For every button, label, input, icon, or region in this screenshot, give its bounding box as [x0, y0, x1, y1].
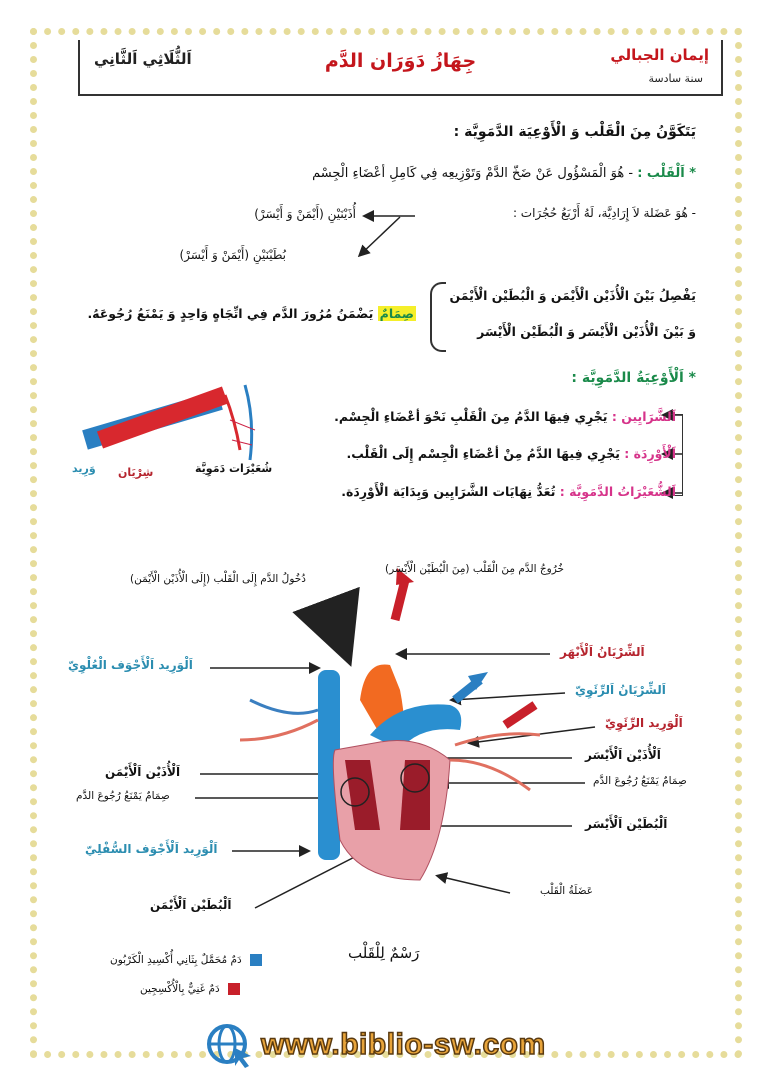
website-url[interactable]: www.biblio-sw.com [261, 1028, 546, 1061]
label-left-ventricle: اَلْبُطَيْن اَلْأَيْسَر [585, 817, 668, 831]
blood-exit-label: خُرُوجُ الدَّم مِنَ الْقَلْب (مِنَ الْبُطَيْن الْأَيْسَر) [385, 563, 564, 575]
label-left-atrium: اَلْأُذَيْن اَلْأَيْسَر [585, 748, 661, 762]
valve-description: يَضْمَنُ مُرُورَ الدَّم فِي اتِّجَاهٍ وَاحِدٍ وَ يَمْنَعُ رُجُوعَهُ. [87, 306, 374, 321]
teacher-name: إيمان الجبالي [610, 46, 709, 64]
globe-cursor-icon [205, 1022, 255, 1068]
label-right-atrium: اَلْأُذَيْن اَلْأَيْمَن [105, 765, 181, 779]
label-superior-vena-cava: اَلْوَرِيد اَلْأَجْوَف الْعُلْوِيّ [68, 658, 193, 672]
intro-text: يَتَكَوَّنُ مِنَ الْقَلْب وَ الْأَوْعِيَة الدَّمَوِيَّة : [453, 124, 696, 140]
vessel-veins: اَلْأَوْرِدَة : يَجْرِي فِيهَا الدَّمُ مِنْ أعْضَاءِ الْجِسْم إِلَى الْقَلْب. [346, 446, 676, 461]
label-right-ventricle: اَلْبُطَيْن اَلْأَيْمَن [150, 898, 232, 912]
vessels-heading: * اَلْأَوْعِيَةُ الدَّمَوِيَّة : [571, 370, 696, 386]
valve-keyword: صِمَامٌ [379, 306, 414, 321]
ventricles-text: بُطَيْنَيْنِ (أَيْمَنْ وَ أَيْسَرْ) [179, 248, 286, 262]
red-swatch [228, 983, 240, 995]
atria-text: أُذَيْنَيْنِ (أَيْمَنْ وَ أَيْسَرْ) [254, 207, 356, 221]
curly-brace [430, 282, 446, 352]
legend-oxygenated: دَمٌ غَنِيٌّ بِالْأُكْسِجِين [140, 983, 240, 995]
page-title: جِهَازُ دَوَرَان الدَّم [324, 50, 477, 72]
heart-line-1: - هُوَ الْمَسْؤُول عَنْ ضَخّ الدَّمْ وَتَوْزِيعِه فِي كَامِلِ أعْضَاءِ الْجِسْم [312, 166, 634, 181]
valve-definition [87, 306, 416, 321]
grade-level: سنة سادسة [648, 72, 703, 85]
septum-line-1: يَفْصِلُ بَيْنَ الْأُذَيْن الْأَيْمَن وَ الْبُطَيْن الْأَيْمَن [449, 288, 696, 303]
label-inferior-vena-cava: اَلْوَرِيد اَلْأَجْوَف السُّفْلِيّ [85, 842, 218, 856]
artery-image-label: شِرْيَان [118, 466, 154, 479]
diagram-caption: رَسْمٌ لِلْقَلْب [348, 944, 420, 962]
term-label: اَلثُّلَاثِي اَلثَّانِي [94, 50, 192, 68]
vessel-arteries: اَلشَّرَايِين : يَجْرِي فِيهَا الدَّمُ مِنَ الْقَلْبِ نَحْوَ أعْضَاءِ الْجِسْم. [334, 409, 676, 424]
capillaries-image-label: شُعَيْرَات دَمَوِيَّة [195, 462, 273, 475]
label-left-valve: صِمَامٌ يَمْنَعُ رُجُوعَ الدَّم [593, 775, 687, 787]
blue-swatch [250, 954, 262, 966]
septum-line-2: وَ بَيْنَ الْأُذَيْن الْأَيْسَر وَ الْبُطَيْن الْأَيْسَر [477, 324, 696, 339]
label-pulmonary-artery: اَلشِّرْيَانُ اَلرِّئَوِيّ [575, 683, 666, 697]
label-aorta: اَلشِّرْيَانُ اَلْأَبْهَر [560, 645, 645, 659]
footer-watermark [205, 1020, 546, 1070]
label-right-valve: صِمَامٌ يَمْنَعُ رُجُوعَ الدَّم [76, 790, 170, 802]
blood-vessels-illustration [85, 385, 255, 460]
label-pulmonary-vein: اَلْوَرِيد الرِّئَوِيّ [605, 716, 683, 730]
heart-heading: * اَلْقَلْب : [637, 166, 696, 181]
blood-entry-label: دُخُولُ الدَّم إِلَى الْقَلْب (إِلَى الْأُذَيْن الْأَيْمَن) [130, 573, 306, 585]
heart-line-2: - هُوَ عَضَلة لاَ إِرَادِيَّة، لَهُ أَرْبَعُ حُجُرَات : [512, 206, 696, 220]
vessel-capillaries: اَلشُّعَيْرَاتُ الدَّمَوِيَّة : تُعَدُّ نِهَايَات الشَّرَايِين وَبِدَايَة الْأَوْرِدَة. [341, 484, 676, 499]
legend-deoxygenated: دَمٌ مُحَمَّلٌ بِثَانِي أُكْسِيدِ الْكَرْبُون [110, 954, 262, 966]
vein-image-label: وَرِيد [72, 462, 96, 475]
label-heart-muscle: عَضَلَةُ الْقَلْب [540, 885, 594, 897]
